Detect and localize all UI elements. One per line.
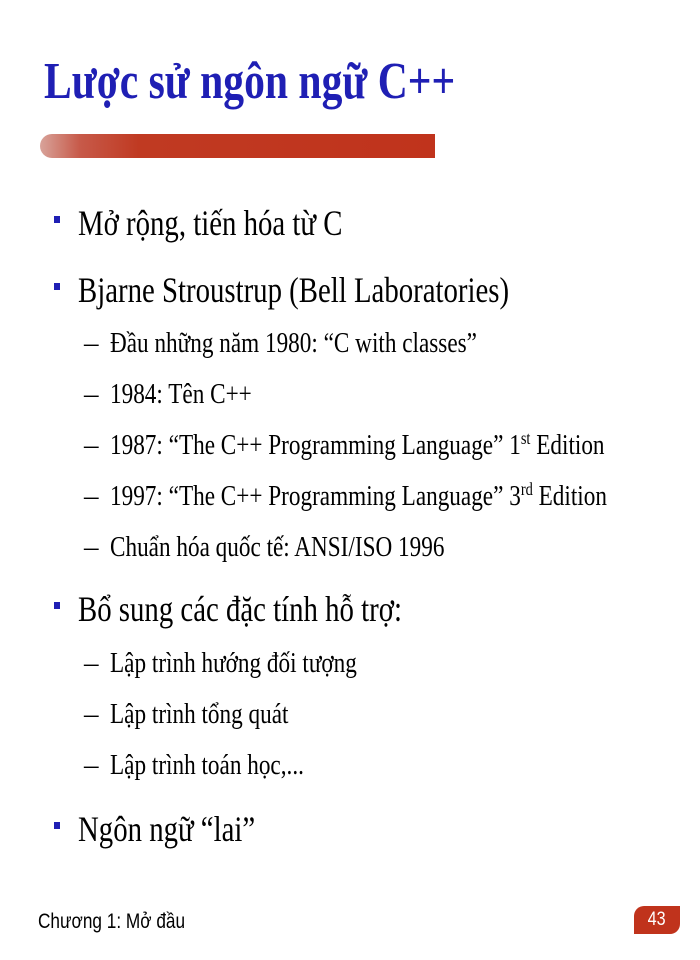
dash-marker: – bbox=[84, 647, 99, 679]
ordinal-suffix: st bbox=[520, 428, 531, 448]
dash-marker: – bbox=[84, 749, 99, 781]
bullet-text: Bổ sung các đặc tính hỗ trợ: bbox=[78, 589, 402, 629]
sub-bullet-text: Đầu những năm 1980: “C with classes” bbox=[110, 327, 477, 359]
page-number-badge bbox=[634, 906, 680, 934]
sub-bullet-text: Lập trình hướng đối tượng bbox=[110, 647, 357, 679]
dash-marker: – bbox=[84, 378, 99, 410]
sub-bullet-text: Lập trình toán học,... bbox=[110, 749, 304, 781]
square-bullet-icon bbox=[54, 283, 60, 290]
bullet-text: Ngôn ngữ “lai” bbox=[78, 809, 256, 849]
square-bullet-icon bbox=[54, 602, 60, 609]
dash-marker: – bbox=[84, 429, 99, 461]
sub-bullet-text: Lập trình tổng quát bbox=[110, 698, 289, 730]
sub-bullet-text bbox=[110, 428, 605, 462]
sub-bullet-text-tail: Edition bbox=[532, 480, 607, 512]
bullet-text: Mở rộng, tiến hóa từ C bbox=[78, 203, 343, 243]
square-bullet-icon bbox=[54, 822, 60, 829]
dash-marker: – bbox=[84, 480, 99, 512]
square-bullet-icon bbox=[54, 216, 60, 223]
slide-title: Lược sử ngôn ngữ C++ bbox=[44, 53, 456, 110]
sub-bullet-text: 1984: Tên C++ bbox=[110, 378, 252, 410]
ordinal-suffix: rd bbox=[520, 479, 533, 499]
sub-bullet-text bbox=[110, 479, 607, 513]
dash-marker: – bbox=[84, 531, 99, 563]
footer-chapter: Chương 1: Mở đầu bbox=[38, 910, 186, 933]
sub-bullet-text-main: 1987: “The C++ Programming Language” 1 bbox=[110, 429, 521, 461]
page-number: 43 bbox=[648, 909, 666, 930]
dash-marker: – bbox=[84, 698, 99, 730]
sub-bullet-text-main: 1997: “The C++ Programming Language” 3 bbox=[110, 480, 521, 512]
sub-bullet-text: Chuẩn hóa quốc tế: ANSI/ISO 1996 bbox=[110, 531, 445, 563]
sub-bullet-text-tail: Edition bbox=[530, 429, 605, 461]
bullet-text: Bjarne Stroustrup (Bell Laboratories) bbox=[78, 270, 510, 310]
dash-marker: – bbox=[84, 327, 99, 359]
